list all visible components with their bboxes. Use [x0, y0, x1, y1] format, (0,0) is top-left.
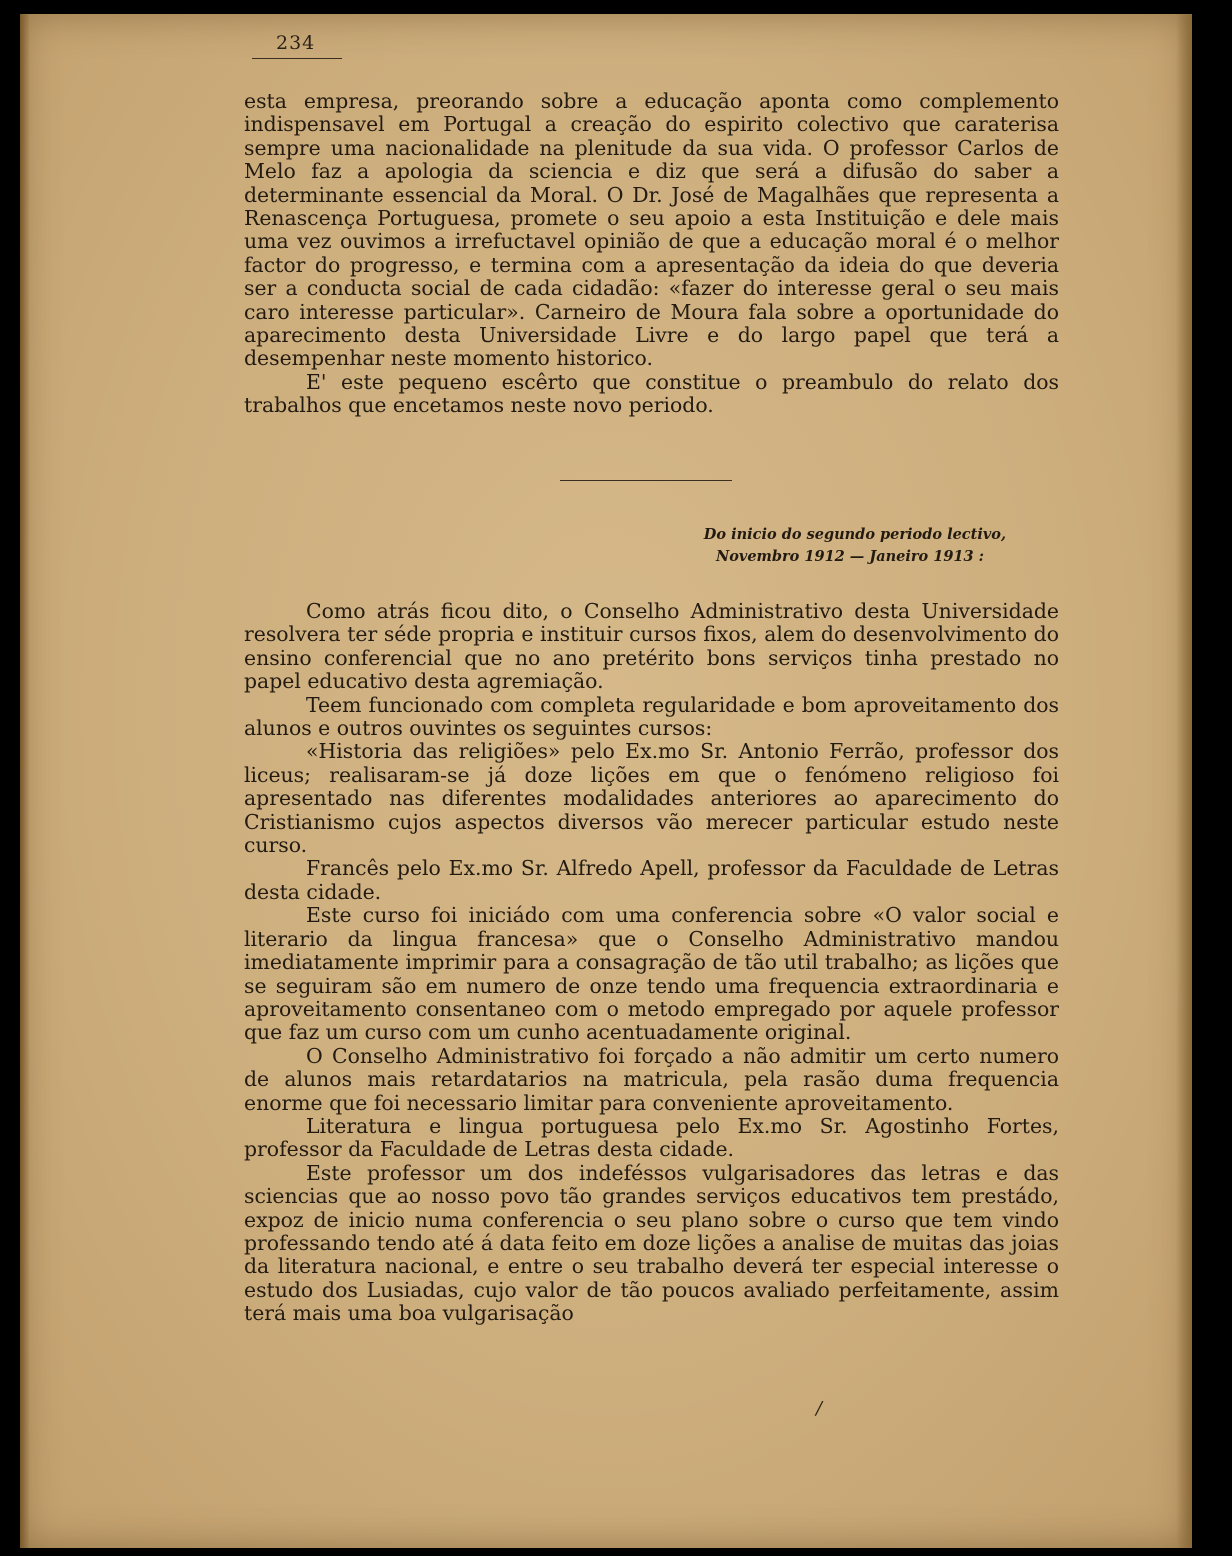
page-left-edge — [20, 14, 30, 1548]
paragraph: Francês pelo Ex.mo Sr. Alfredo Apell, professor da Faculdade de Letras desta cidade. — [244, 856, 1059, 904]
paragraph: Como atrás ficou dito, o Conselho Administrativo desta Universidade resolvera ter séde propria e instituir cursos fixos, alem do desenvolvimento do ensino conferencial que no ano pretérito bons serviços tinha prestado no papel educativo desta agremiação. — [244, 599, 1059, 694]
section-separator — [560, 480, 732, 481]
paragraph: O Conselho Administrativo foi forçado a não admitir um certo numero de alunos mais retardatarios na matricula, pela rasão duma frequencia enorme que foi necessario limitar para conveniente aproveitamento. — [244, 1043, 1059, 1115]
section-one — [244, 90, 1059, 418]
paragraph: E' este pequeno escêrto que constitue o preambulo do relato dos trabalhos que encetamos neste novo periodo. — [244, 369, 1059, 418]
paragraph: Teem funcionado com completa regularidade e bom aproveitamento dos alunos e outros ouvintes os seguintes cursos: — [244, 692, 1059, 741]
paragraph: Este professor um dos indeféssos vulgarisadores das letras e das sciencias que ao nosso povo tão grandes serviços educativos tem prestádo, expoz de inicio numa conferencia o seu plano sobre o curso que tem vindo professando tendo até á data feito em doze lições a analise de muitas das joias da literatura nacional, e entre o seu trabalho deverá ter especial interesse o estudo dos Lusiadas, cujo valor de tão poucos avaliado perfeitamente, assim terá mais uma boa vulgarisação — [244, 1160, 1059, 1326]
section-two — [244, 600, 1059, 1326]
page-number-rule — [252, 58, 342, 59]
heading-line-1: Do inicio do segundo periodo lectivo, — [703, 526, 1006, 543]
section-heading — [506, 524, 1006, 568]
book-page — [20, 14, 1192, 1548]
ink-mark: / — [816, 1398, 823, 1419]
page-right-edge — [1176, 14, 1192, 1548]
page-number: 234 — [276, 32, 316, 54]
heading-line-2: Novembro 1912 — Janeiro 1913 : — [715, 548, 984, 565]
paragraph: esta empresa, preorando sobre a educação aponta como complemento indispensavel em Portugal a creação do espirito colectivo que caraterisa sempre uma nacionalidade na plenitude da sua vida. O professor Carlos de Melo faz a apologia da sciencia e diz que será a difusão do saber a determinante essencial da Moral. O Dr. José de Magalhães que representa a Renascença Portuguesa, promete o seu apoio a esta Instituição e dele mais uma vez ouvimos a irrefuctavel opinião de que a educação moral é o melhor factor do progresso, e termina com a apresentação da ideia do que deveria ser a conducta social de cada cidadão: «fazer do interesse geral o seu mais caro interesse particular». Carneiro de Moura fala sobre a oportunidade do aparecimento desta Universidade Livre e do largo papel que terá a desempenhar neste momento historico. — [244, 89, 1059, 371]
paragraph: Este curso foi iniciádo com uma conferencia sobre «O valor social e literario da lingua francesa» que o Conselho Administrativo mandou imediatamente imprimir para a consagração de tão util trabalho; as lições que se seguiram são em numero de onze tendo uma frequencia extraordinaria e aproveitamento consentaneo com o metodo empregado por aquele professor que faz um curso com um cunho acentuadamente original. — [244, 903, 1059, 1045]
paragraph: Literatura e lingua portuguesa pelo Ex.mo Sr. Agostinho Fortes, professor da Faculdade de Letras desta cidade. — [244, 1113, 1059, 1162]
paragraph: «Historia das religiões» pelo Ex.mo Sr. Antonio Ferrão, professor dos liceus; realisaram-se já doze lições em que o fenómeno religioso foi apresentado nas diferentes modalidades anteriores ao aparecimento do Cristianismo cujos aspectos diversos vão merecer particular estudo neste curso. — [244, 739, 1059, 858]
